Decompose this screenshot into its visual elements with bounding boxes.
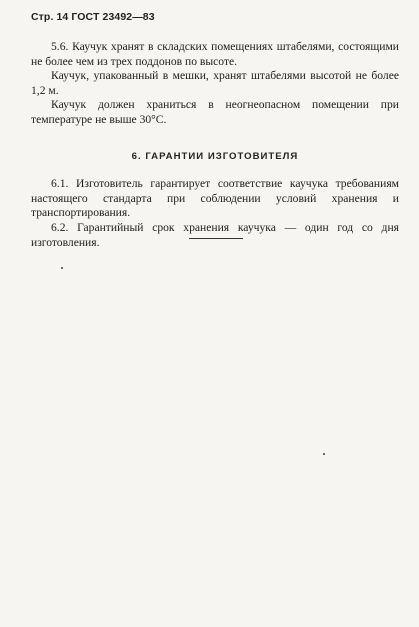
paragraph-bag-storage: Каучук, упакованный в мешки, хранят штабелями высотой не более 1,2 м. bbox=[31, 69, 399, 97]
paragraph-temperature: Каучук должен храниться в неогнеопасном помещении при температуре не выше 30°С. bbox=[31, 98, 399, 126]
paragraph-6-1: 6.1. Изготовитель гарантирует соответствие каучука требованиям настоящего стандарта при соблюдении условий хранения и транспортирования. bbox=[31, 177, 399, 220]
paragraph-5-6: 5.6. Каучук хранят в складских помещениях штабелями, состоящими не более чем из трех поддонов по высоте. bbox=[31, 40, 399, 68]
document-body bbox=[31, 40, 399, 250]
end-divider bbox=[189, 238, 243, 239]
scan-speck bbox=[61, 267, 63, 269]
page-header: Стр. 14 ГОСТ 23492—83 bbox=[31, 11, 155, 23]
scan-speck bbox=[323, 453, 325, 455]
paragraph-6-2: 6.2. Гарантийный срок хранения каучука — один год со дня изготовления. bbox=[31, 220, 399, 249]
section-title-manufacturer-warranty: 6. ГАРАНТИИ ИЗГОТОВИТЕЛЯ bbox=[131, 150, 299, 162]
